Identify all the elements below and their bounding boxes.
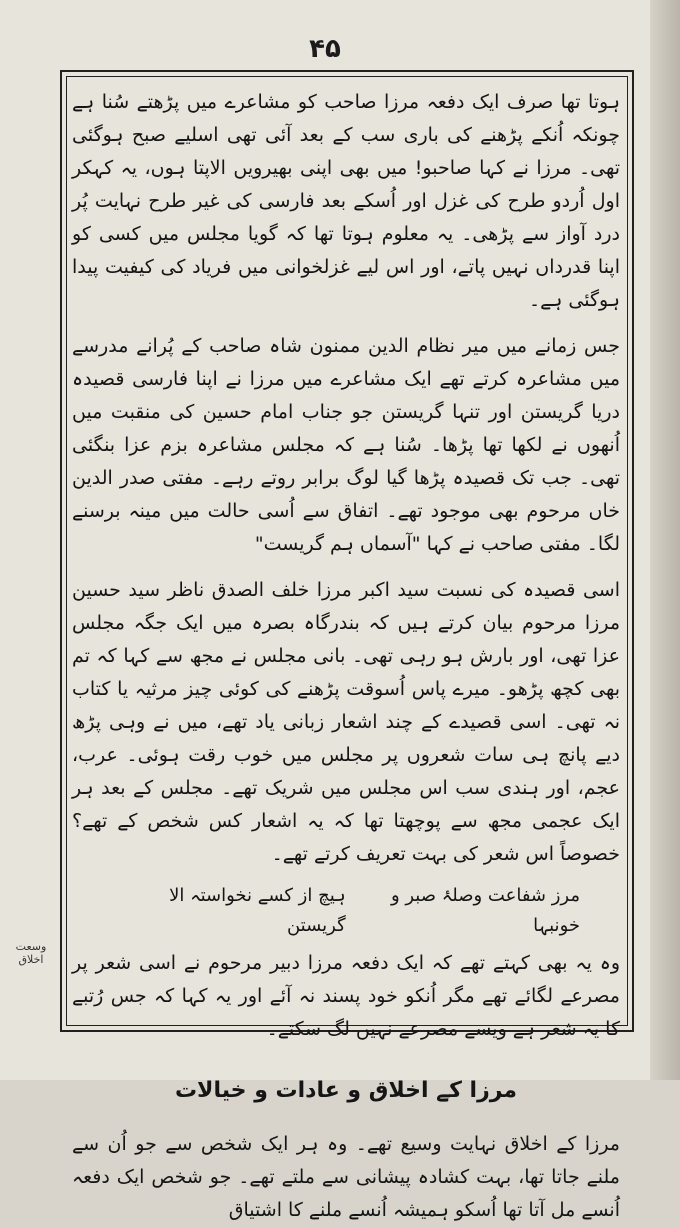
verse-first-hemistich: مرز شفاعت وصلۂ صبر و خونبہا — [390, 885, 580, 936]
paragraph-2: جس زمانے میں میر نظام الدین ممنون شاہ صاحب کے پُرانے مدرسے میں مشاعرہ کرتے تھے ایک مشاعرے میں مرزا نے اپنا فارسی قصیدہ دریا گریستن اور تنہا گریستن جو جناب امام حسین کی منقبت میں اُنھوں نے لکھا تھا پڑھا۔ سُنا ہے کہ مجلس مشاعرہ بزم عزا بنگئی تھی۔ جب تک قصیدہ پڑھا گیا لوگ برابر روتے رہے۔ مفتی صدر الدین خاں مرحوم بھی موجود تھے۔ اتفاق سے اُسی حالت میں مینہ برسنے لگا۔ مفتی صاحب نے کہا "آسماں ہم گریست" — [72, 335, 620, 555]
persian-verse — [72, 881, 620, 941]
paragraph-5: مرزا کے اخلاق نہایت وسیع تھے۔ وہ ہر ایک شخص سے جو اُن سے ملنے جاتا تھا، بہت کشادہ پیشانی سے ملتے تھے۔ جو شخص ایک دفعہ اُنسے مل آتا تھا اُسکو ہمیشہ اُنسے ملنے کا اشتیاق — [72, 1133, 620, 1221]
margin-note: وسعت اخلاق — [15, 940, 47, 966]
paragraph-4: وہ یہ بھی کہتے تھے کہ ایک دفعہ مرزا دبیر مرحوم نے اسی شعر پر مصرعے لگائے تھے مگر اُنکو خود پسند نہ آئے اور یہ کہا کہ جس رُتبے کا یہ شعر ہے ویسے مصرعے نہیں لگ سکتے۔ — [72, 952, 620, 1040]
page-number: ۴۵ — [309, 34, 341, 64]
paragraph-1: ہوتا تھا صرف ایک دفعہ مرزا صاحب کو مشاعرے میں پڑھتے سُنا ہے چونکہ اُنکے پڑھنے کی باری سب کے بعد آئی تھی اسلیے صبح ہوگئی تھی۔ مرزا نے کہا صاحبو! میں بھی اپنی بھیرویں الاپتا ہوں، یہ کہکر اول اُردو طرح کی غزل اور اُسکے بعد فارسی کی غیر طرح نہایت پُر درد آواز سے پڑھی۔ یہ معلوم ہوتا تھا کہ گویا مجلس میں کسی کو اپنا قدرداں نہیں پاتے، اور اس لیے غزلخوانی میں فریاد کی کیفیت پیدا ہوگئی ہے۔ — [72, 91, 620, 311]
section-heading: مرزا کے اخلاق و عادات و خیالات — [174, 1078, 518, 1103]
paragraph-3: اسی قصیدہ کی نسبت سید اکبر مرزا خلف الصدق ناظر سید حسین مرزا مرحوم بیان کرتے ہیں کہ بندرگاہ بصرہ میں ایک جگہ مجلس عزا تھی، اور بارش ہو رہی تھی۔ بانی مجلس نے مجھ سے کہا کہ تم بھی کچھ پڑھو۔ میرے پاس اُسوقت پڑھنے کی کوئی چیز مرثیہ یا کتاب نہ تھی۔ اسی قصیدے کے چند اشعار زبانی یاد تھے، میں نے وہی پڑھ دیے پانچ ہی سات شعروں پر مجلس میں خوب رقت ہوئی۔ عرب، عجم، اور ہندی سب اس مجلس میں شریک تھے۔ مجلس کے بعد ہر ایک عجمی مجھ سے پوچھتا تھا کہ یہ اشعار کس شخص کے تھے؟ خصوصاً اس شعر کی بہت تعریف کرتے تھے۔ — [72, 579, 620, 865]
verse-second-hemistich: ہیچ از کسے نخواستہ الا گریستن — [169, 885, 346, 936]
page-gutter — [650, 0, 680, 1080]
text-block — [72, 86, 620, 1221]
